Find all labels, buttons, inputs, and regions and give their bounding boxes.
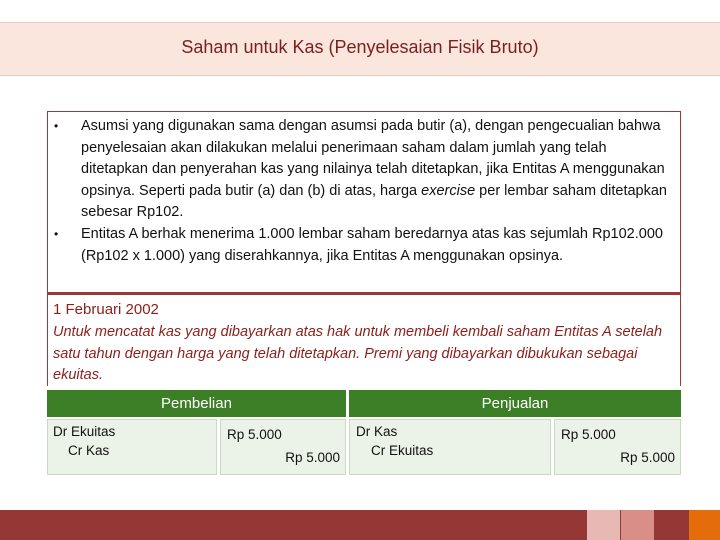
pembelian-debit-account: Dr Ekuitas: [53, 424, 116, 439]
bullet-text-part: per lembar saham ditetapkan sebesar Rp102.: [81, 182, 667, 220]
penjualan-header: Penjualan: [349, 390, 681, 417]
penjualan-amounts-cell: [554, 419, 681, 475]
penjualan-credit-account: Cr Ekuitas: [371, 443, 434, 458]
title-bar: [0, 22, 720, 76]
example-description: Untuk mencatat kas yang dibayarkan atas hak untuk membeli kembali saham Entitas A setelah satu tahun dengan harga yang telah ditetapkan. Premi yang dibayarkan dibukukan sebagai ekuitas.: [53, 324, 663, 383]
footer-square-orange: [689, 510, 720, 540]
bullet-marker: •: [54, 119, 59, 133]
pembelian-header: Pembelian: [47, 390, 346, 417]
example-box: [47, 293, 681, 386]
bullet-text-part: Asumsi yang digunakan sama dengan asumsi pada butir (a), dengan pengecualian bahwa penyelesaian akan dilakukan melalui penerimaan saham dalam jumlah yang telah ditetapkan dan penyerahan kas yang nilainya telah ditetapkan, jika Entitas A menggunakan opsinya. Seperti pada butir (a) dan (b) di atas, harga: [81, 118, 665, 199]
footer-square-light: [587, 510, 620, 540]
penjualan-debit-account: Dr Kas: [356, 424, 398, 439]
penjualan-credit-amount: Rp 5.000: [620, 450, 675, 465]
pembelian-debit-amount: Rp 5.000: [227, 427, 282, 442]
slide-title: Saham untuk Kas (Penyelesaian Fisik Bruto): [181, 37, 539, 57]
bullet-text: Entitas A berhak menerima 1.000 lembar saham beredarnya atas kas sejumlah Rp102.000 (Rp102 x 1.000) yang diserahkannya, jika Entitas A menggunakan opsinya.: [81, 226, 663, 264]
footer-square-dark: [655, 510, 688, 540]
pembelian-accounts-cell: [47, 419, 217, 475]
penjualan-accounts-cell: [349, 419, 551, 475]
footer-square-mid: [621, 510, 654, 540]
example-date: 1 Februari 2002: [53, 301, 159, 318]
bullet-text: [81, 116, 671, 224]
bullet-marker: •: [54, 227, 59, 241]
assumption-box: [47, 111, 681, 293]
pembelian-credit-amount: Rp 5.000: [285, 450, 340, 465]
pembelian-amounts-cell: [220, 419, 346, 475]
pembelian-credit-account: Cr Kas: [68, 443, 110, 458]
penjualan-debit-amount: Rp 5.000: [561, 427, 616, 442]
bullet-italic-term: exercise: [421, 182, 476, 199]
